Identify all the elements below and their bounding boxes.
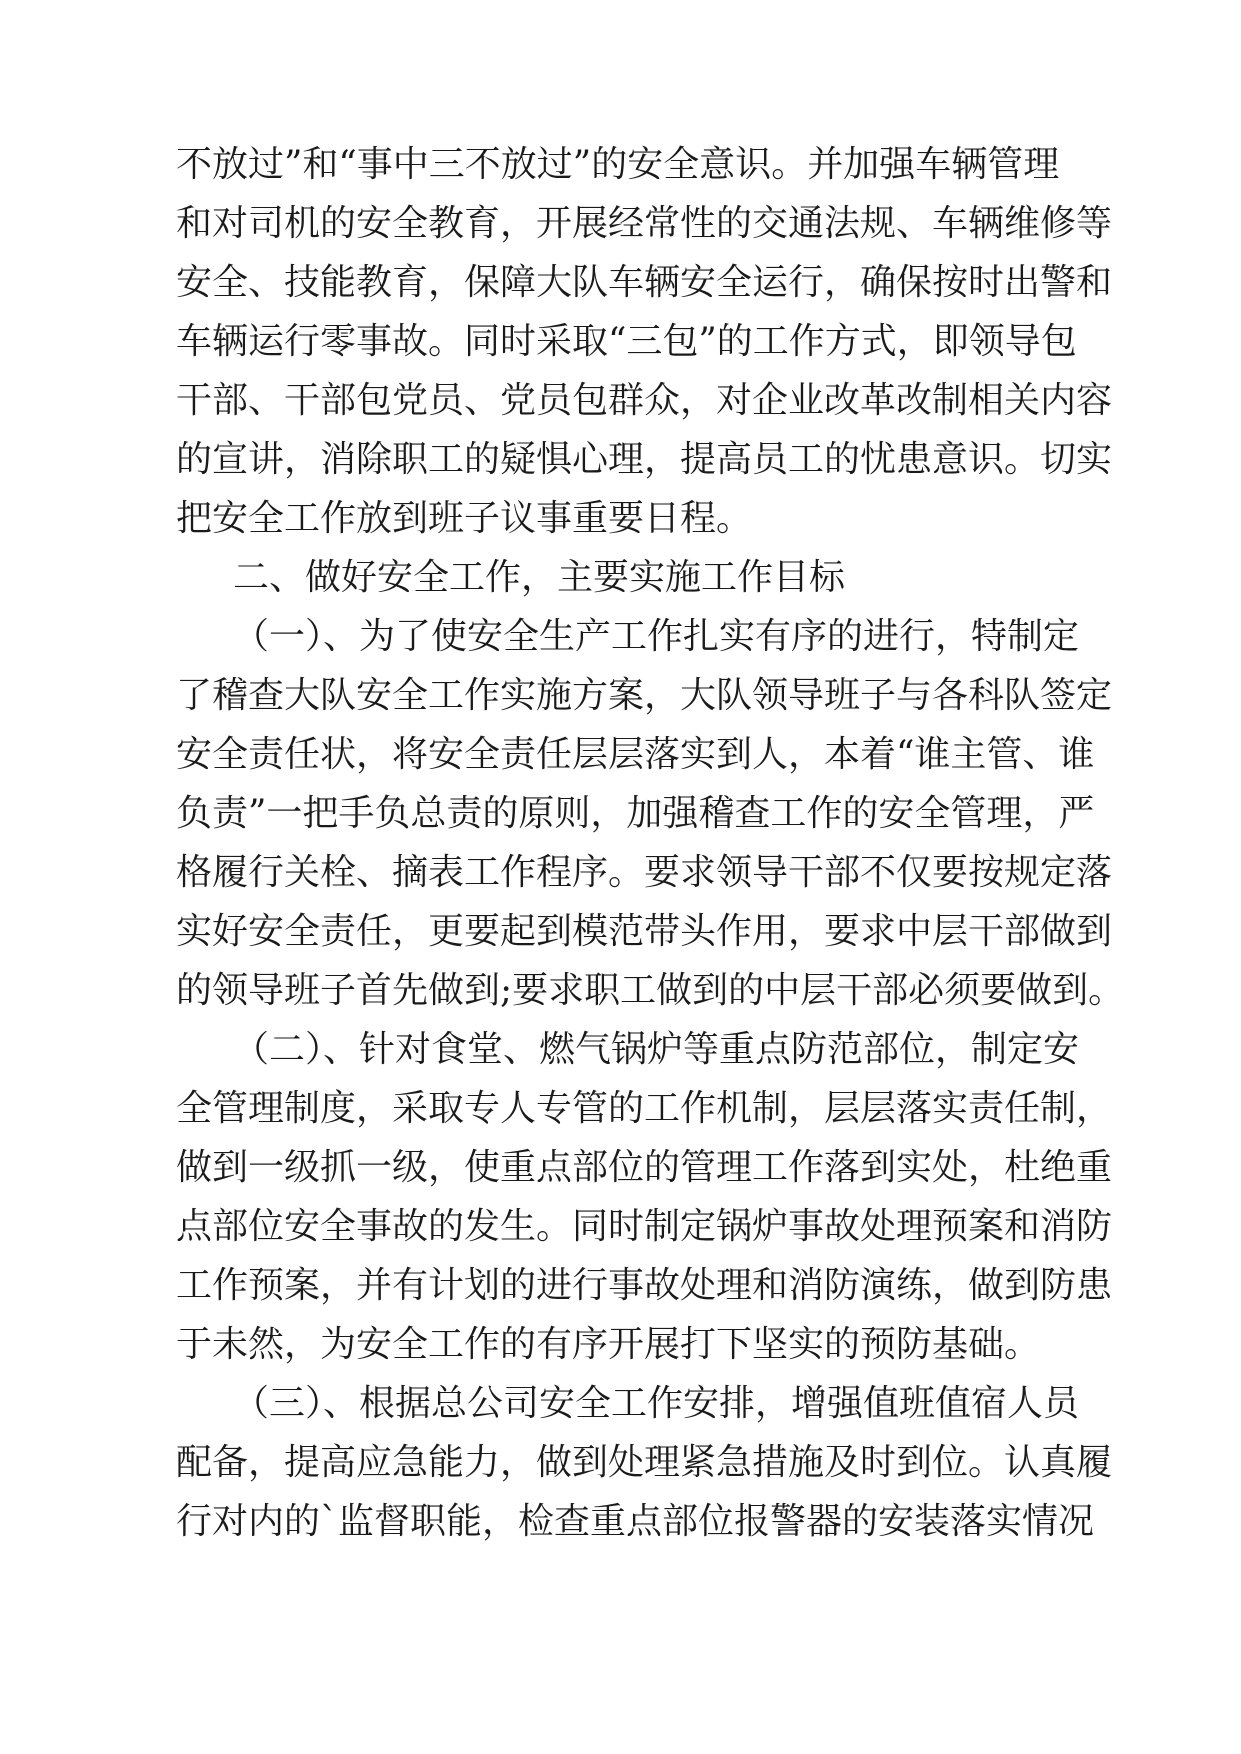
text-line: 工作预案，并有计划的进行事故处理和消防演练，做到防患 [176, 1265, 1113, 1306]
text-line: 安全、技能教育，保障大队车辆安全运行，确保按时出警和 [176, 262, 1113, 303]
text-line: 负责”一把手负总责的原则，加强稽查工作的安全管理，严 [176, 793, 1095, 834]
text-line: 的领导班子首先做到;要求职工做到的中层干部必须要做到。 [176, 970, 1125, 1011]
text-line: 实好安全责任，更要起到模范带头作用，要求中层干部做到 [176, 911, 1113, 952]
text-line: 点部位安全事故的发生。同时制定锅炉事故处理预案和消防 [176, 1206, 1113, 1247]
text-line: 了稽查大队安全工作实施方案，大队领导班子与各科队签定 [176, 675, 1113, 716]
section-heading: 二、做好安全工作，主要实施工作目标 [233, 557, 846, 598]
text-line: 做到一级抓一级，使重点部位的管理工作落到实处，杜绝重 [176, 1147, 1113, 1188]
text-line: 车辆运行零事故。同时采取“三包”的工作方式，即领导包 [176, 321, 1077, 362]
text-line: 把安全工作放到班子议事重要日程。 [176, 498, 753, 539]
text-line: 全管理制度，采取专人专管的工作机制，层层落实责任制， [176, 1088, 1113, 1129]
text-line: 行对内的`监督职能，检查重点部位报警器的安装落实情况 [176, 1501, 1095, 1542]
text-line: （二）、针对食堂、燃气锅炉等重点防范部位，制定安 [233, 1029, 1080, 1070]
text-line: 配备，提高应急能力，做到处理紧急措施及时到位。认真履 [176, 1442, 1113, 1483]
text-line: 格履行关栓、摘表工作程序。要求领导干部不仅要按规定落 [176, 852, 1113, 893]
text-line: 不放过”和“事中三不放过”的安全意识。并加强车辆管理 [176, 144, 1060, 185]
text-line: 干部、干部包党员、党员包群众，对企业改革改制相关内容 [176, 380, 1113, 421]
text-line: （三）、根据总公司安全工作安排，增强值班值宿人员 [233, 1383, 1080, 1424]
text-line: 于未然，为安全工作的有序开展打下坚实的预防基础。 [176, 1324, 1041, 1365]
text-line: 和对司机的安全教育，开展经常性的交通法规、车辆维修等 [176, 203, 1113, 244]
text-line: （一）、为了使安全生产工作扎实有序的进行，特制定 [233, 616, 1080, 657]
text-line: 安全责任状，将安全责任层层落实到人，本着“谁主管、谁 [176, 734, 1095, 775]
text-line: 的宣讲，消除职工的疑惧心理，提高员工的忧患意识。切实 [176, 439, 1113, 480]
